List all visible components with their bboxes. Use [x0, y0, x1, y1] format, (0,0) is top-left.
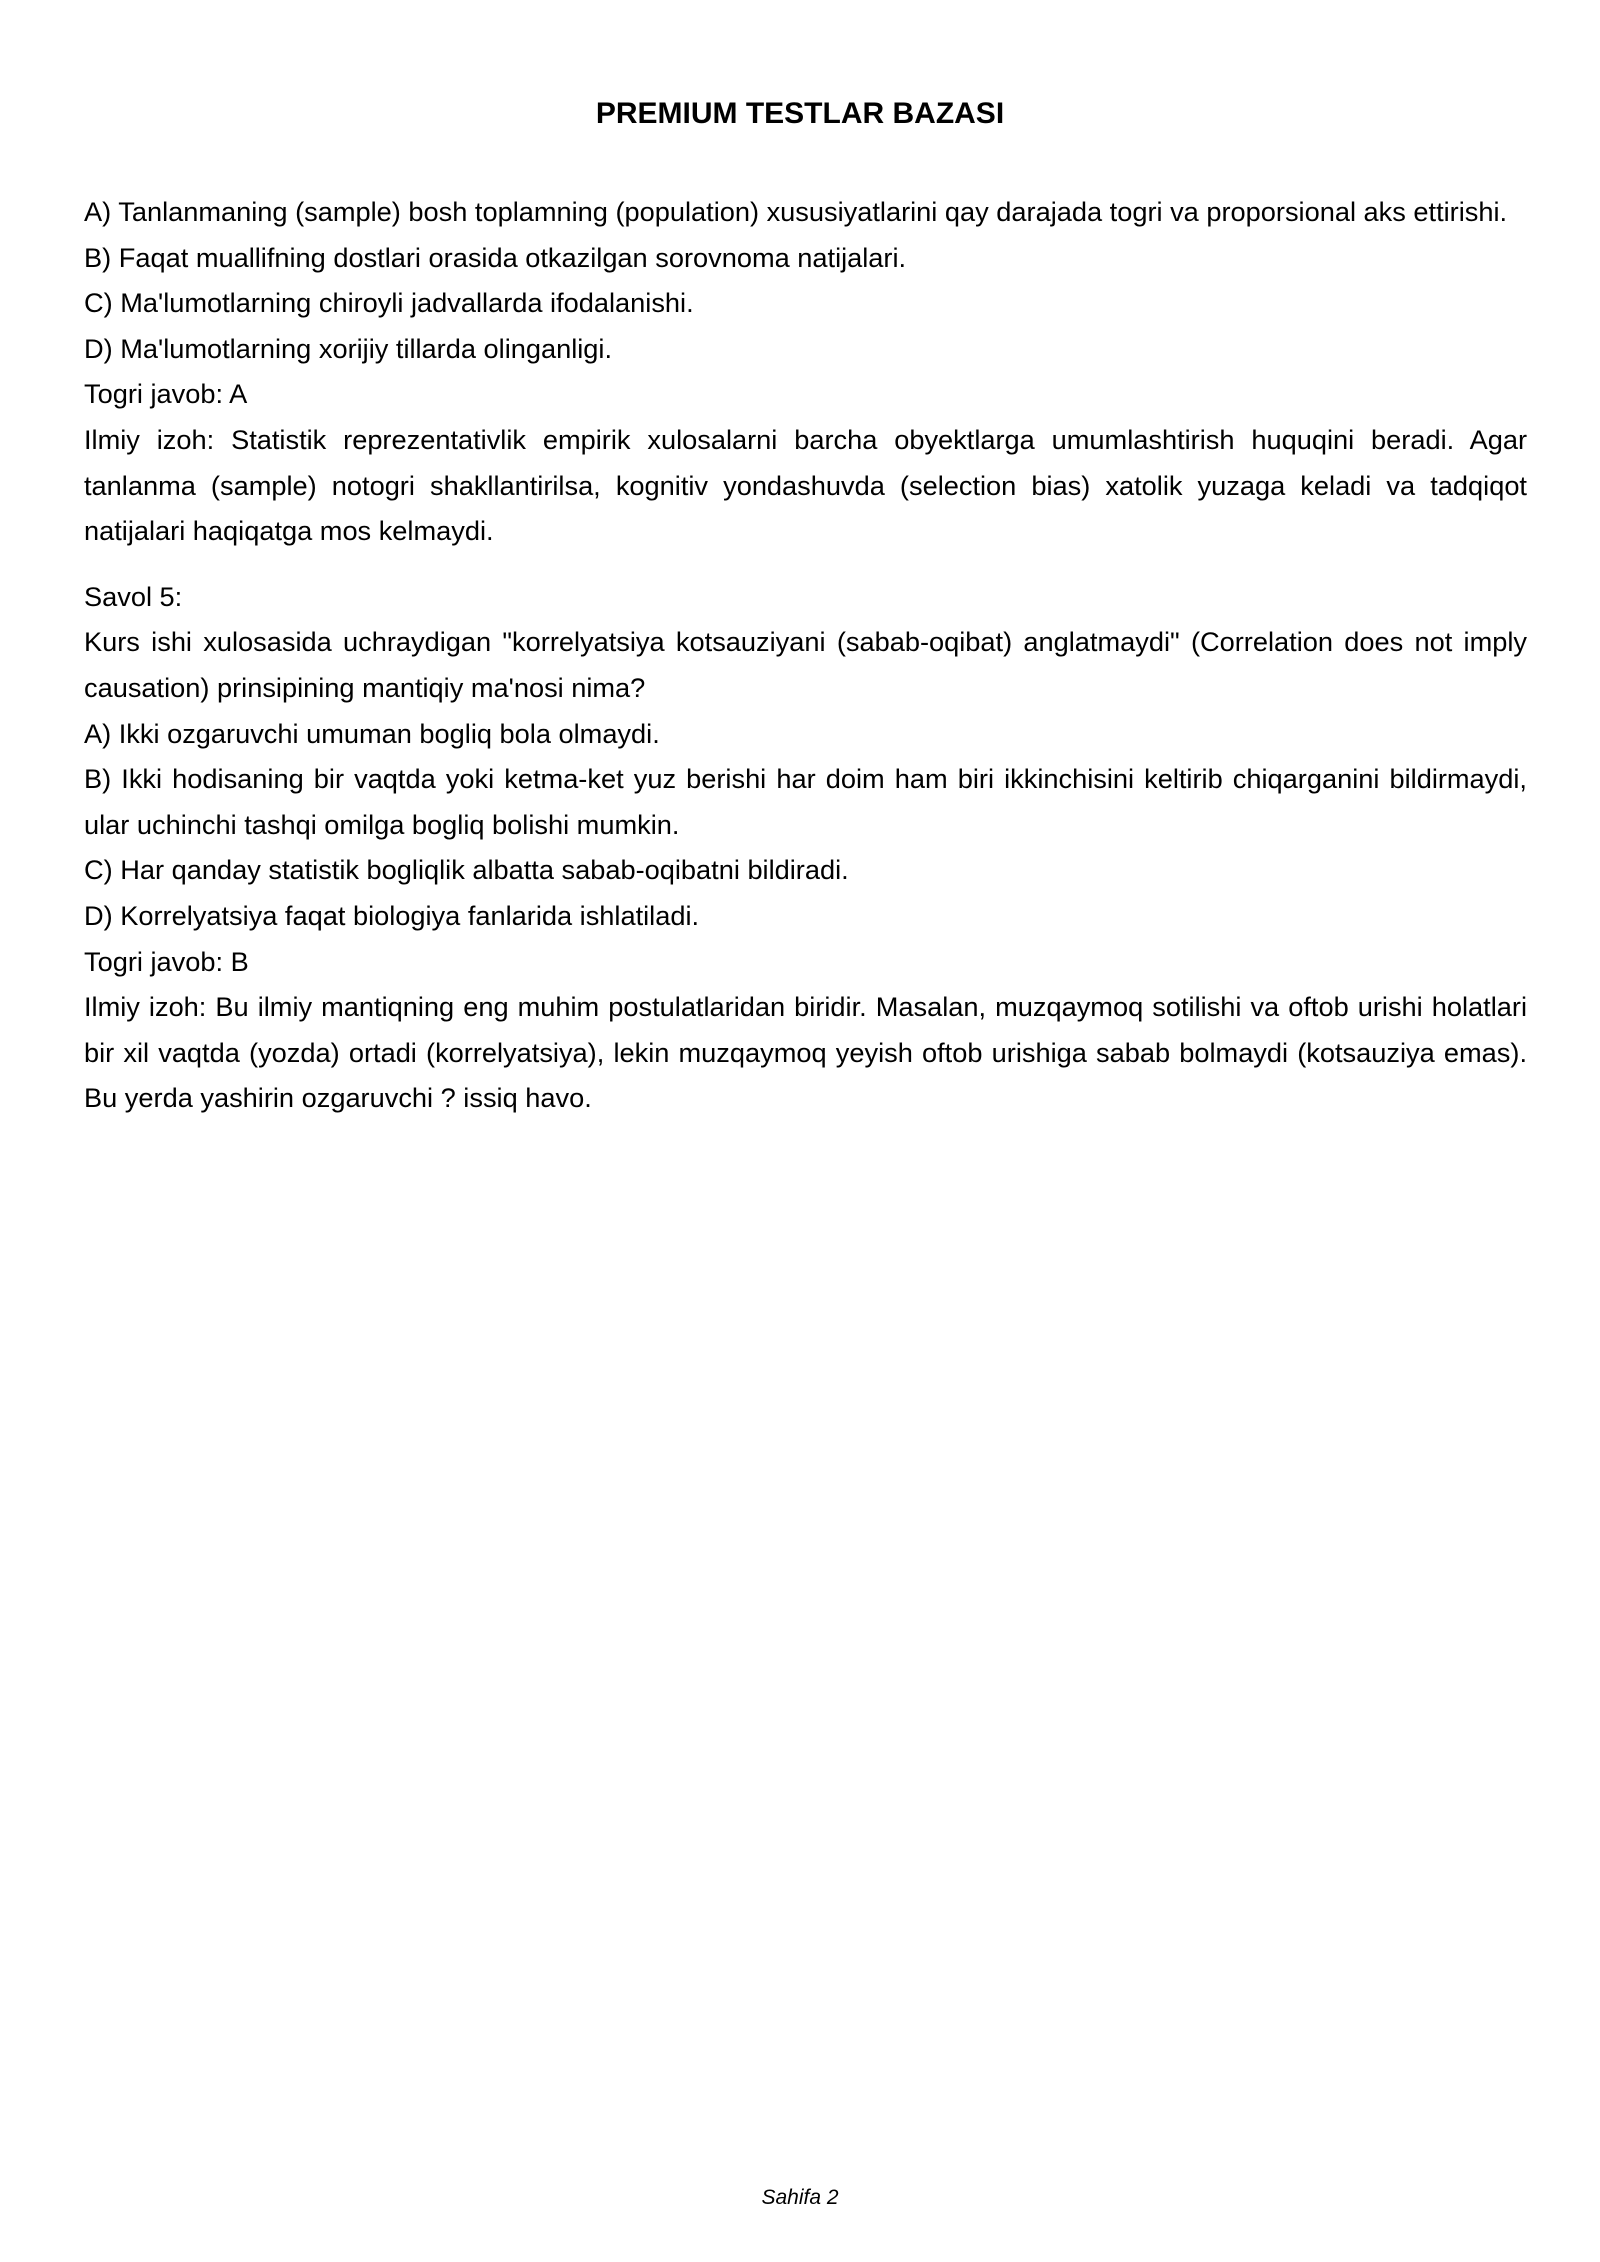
option-c: C) Ma'lumotlarning chiroyli jadvallarda ifodalanishi.: [84, 287, 694, 319]
explanation: Ilmiy izoh: Bu ilmiy mantiqning eng muhim postulatlaridan biridir. Masalan, muzqaymoq sotilishi va oftob urishi holatlari bir xil vaqtda (yozda) ortadi (korrelyatsiya), lekin muzqaymoq yeyish oftob urishiga sabab bolmaydi (kotsauziya emas). Bu yerda yashirin ozgaruvchi ? issiq havo.: [84, 991, 1527, 1114]
option-d: D) Ma'lumotlarning xorijiy tillarda olinganligi.: [84, 332, 613, 364]
option-c: C) Har qanday statistik bogliqlik albatta sabab-oqibatni bildiradi.: [84, 854, 849, 886]
question-label: Savol 5:: [84, 580, 183, 612]
document-body: [84, 189, 1527, 1121]
option-b: B) Faqat muallifning dostlari orasida otkazilgan sorovnoma natijalari.: [84, 241, 907, 273]
question-text: Kurs ishi xulosasida uchraydigan "korrelyatsiya kotsauziyani (sabab-oqibat) anglatmaydi" (Correlation does not imply causation) prinsipining mantiqiy ma'nosi nima?: [84, 626, 1527, 703]
option-a: A) Ikki ozgaruvchi umuman bogliq bola olmaydi.: [84, 717, 660, 749]
option-d: D) Korrelyatsiya faqat biologiya fanlarida ishlatiladi.: [84, 899, 700, 931]
correct-answer: Togri javob: B: [84, 945, 249, 977]
explanation: Ilmiy izoh: Statistik reprezentativlik empirik xulosalarni barcha obyektlarga umumlashtirish huquqini beradi. Agar tanlanma (sample) notogri shakllantirilsa, kognitiv yondashuvda (selection bias) xatolik yuzaga keladi va tadqiqot natijalari haqiqatga mos kelmaydi.: [84, 423, 1527, 547]
correct-answer: Togri javob: A: [84, 378, 248, 410]
page-number: Sahifa 2: [761, 2186, 839, 2209]
document-title: PREMIUM TESTLAR BAZASI: [595, 97, 1005, 130]
option-a: A) Tanlanmaning (sample) bosh toplamning (population) xususiyatlarini qay darajada togri va proporsional aks ettirishi.: [84, 196, 1508, 227]
option-b: B) Ikki hodisaning bir vaqtda yoki ketma-ket yuz berishi har doim ham biri ikkinchisini keltirib chiqarganini bildirmaydi, ular uchinchi tashqi omilga bogliq bolishi mumkin.: [84, 763, 1527, 840]
section-gap: [84, 554, 1527, 574]
